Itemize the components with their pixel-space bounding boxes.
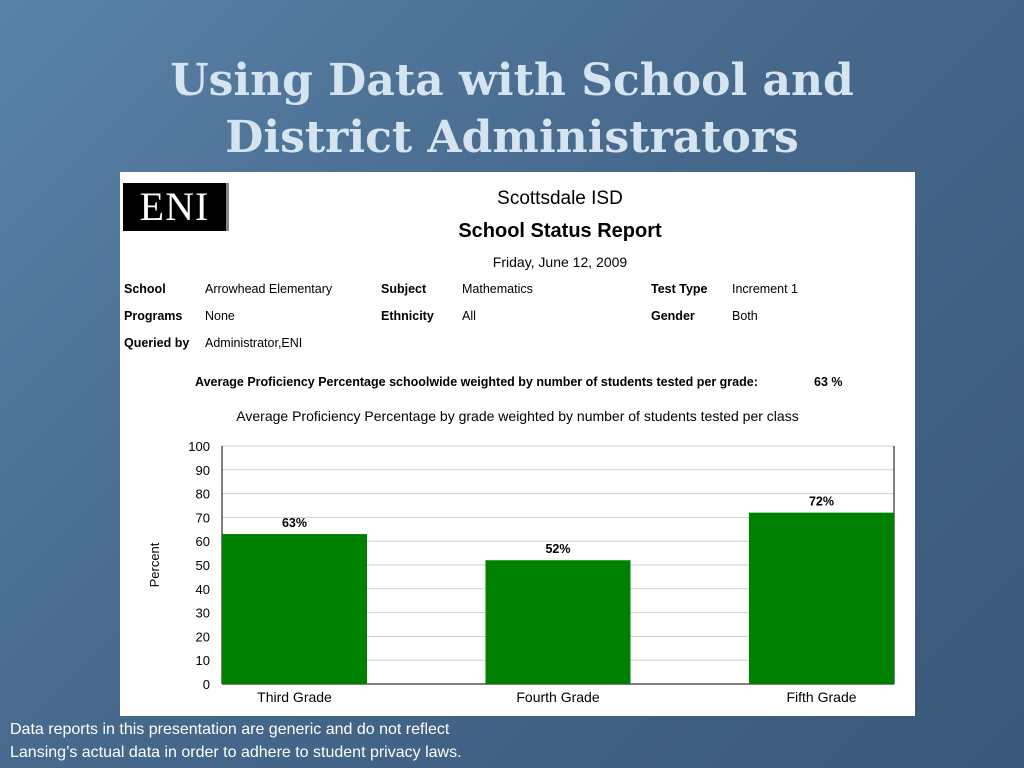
school-label: School — [124, 282, 166, 296]
subject-value: Mathematics — [462, 282, 533, 296]
eni-logo-text: ENI — [139, 184, 210, 229]
report-date: Friday, June 12, 2009 — [492, 254, 628, 270]
y-axis-label: Percent — [147, 542, 162, 588]
footnote — [10, 718, 630, 764]
y-tick-label: 30 — [195, 605, 210, 621]
ethnicity-label: Ethnicity — [381, 309, 434, 323]
report-district: Scottsdale ISD — [497, 188, 623, 209]
slide-title-line-1: Using Data with School and — [170, 55, 854, 106]
y-tick-label: 20 — [195, 629, 210, 645]
y-tick-label: 10 — [195, 653, 210, 669]
bar-data-label: 63% — [281, 516, 308, 531]
test-type-label: Test Type — [651, 282, 708, 296]
average-proficiency-label: Average Proficiency Percentage schoolwide weighted by number of students tested per grade: — [195, 375, 758, 389]
slide-title-line-2: District Administrators — [225, 112, 799, 163]
y-tick-label: 40 — [195, 581, 210, 597]
y-tick-label: 100 — [188, 439, 210, 454]
programs-label: Programs — [124, 309, 183, 323]
chart-title: Average Proficiency Percentage by grade weighted by number of students tested per class — [236, 408, 799, 424]
subject-label: Subject — [381, 282, 427, 296]
report-image — [120, 172, 915, 716]
programs-value: None — [205, 309, 235, 323]
bar-data-label: 52% — [545, 542, 571, 557]
report-title: School Status Report — [458, 220, 662, 242]
bar — [486, 560, 631, 684]
x-category-label: Fifth Grade — [786, 689, 857, 705]
y-tick-label: 50 — [195, 558, 210, 573]
queried-by-value: Administrator,ENI — [205, 336, 303, 350]
gender-value: Both — [732, 309, 758, 323]
x-category-label: Fourth Grade — [516, 689, 600, 705]
x-category-label: Third Grade — [257, 689, 332, 705]
average-proficiency-value: 63 % — [814, 375, 843, 389]
school-value: Arrowhead Elementary — [205, 282, 333, 296]
ethnicity-value: All — [462, 309, 476, 323]
bar — [749, 513, 894, 684]
gender-label: Gender — [651, 309, 695, 323]
test-type-value: Increment 1 — [732, 282, 799, 296]
y-tick-label: 80 — [195, 486, 210, 502]
y-tick-label: 70 — [195, 510, 210, 526]
y-tick-label: 90 — [195, 462, 210, 478]
slide-title — [0, 52, 1024, 166]
proficiency-bar-chart — [120, 172, 915, 716]
footnote-line-2: Lansing’s actual data in order to adhere to student privacy laws. — [10, 744, 462, 761]
y-tick-label: 0 — [202, 677, 210, 692]
bar — [222, 534, 367, 684]
y-tick-label: 60 — [195, 534, 210, 550]
queried-by-label: Queried by — [124, 336, 190, 350]
bar-data-label: 72% — [808, 494, 835, 509]
footnote-line-1: Data reports in this presentation are generic and do not reflect — [10, 721, 450, 738]
